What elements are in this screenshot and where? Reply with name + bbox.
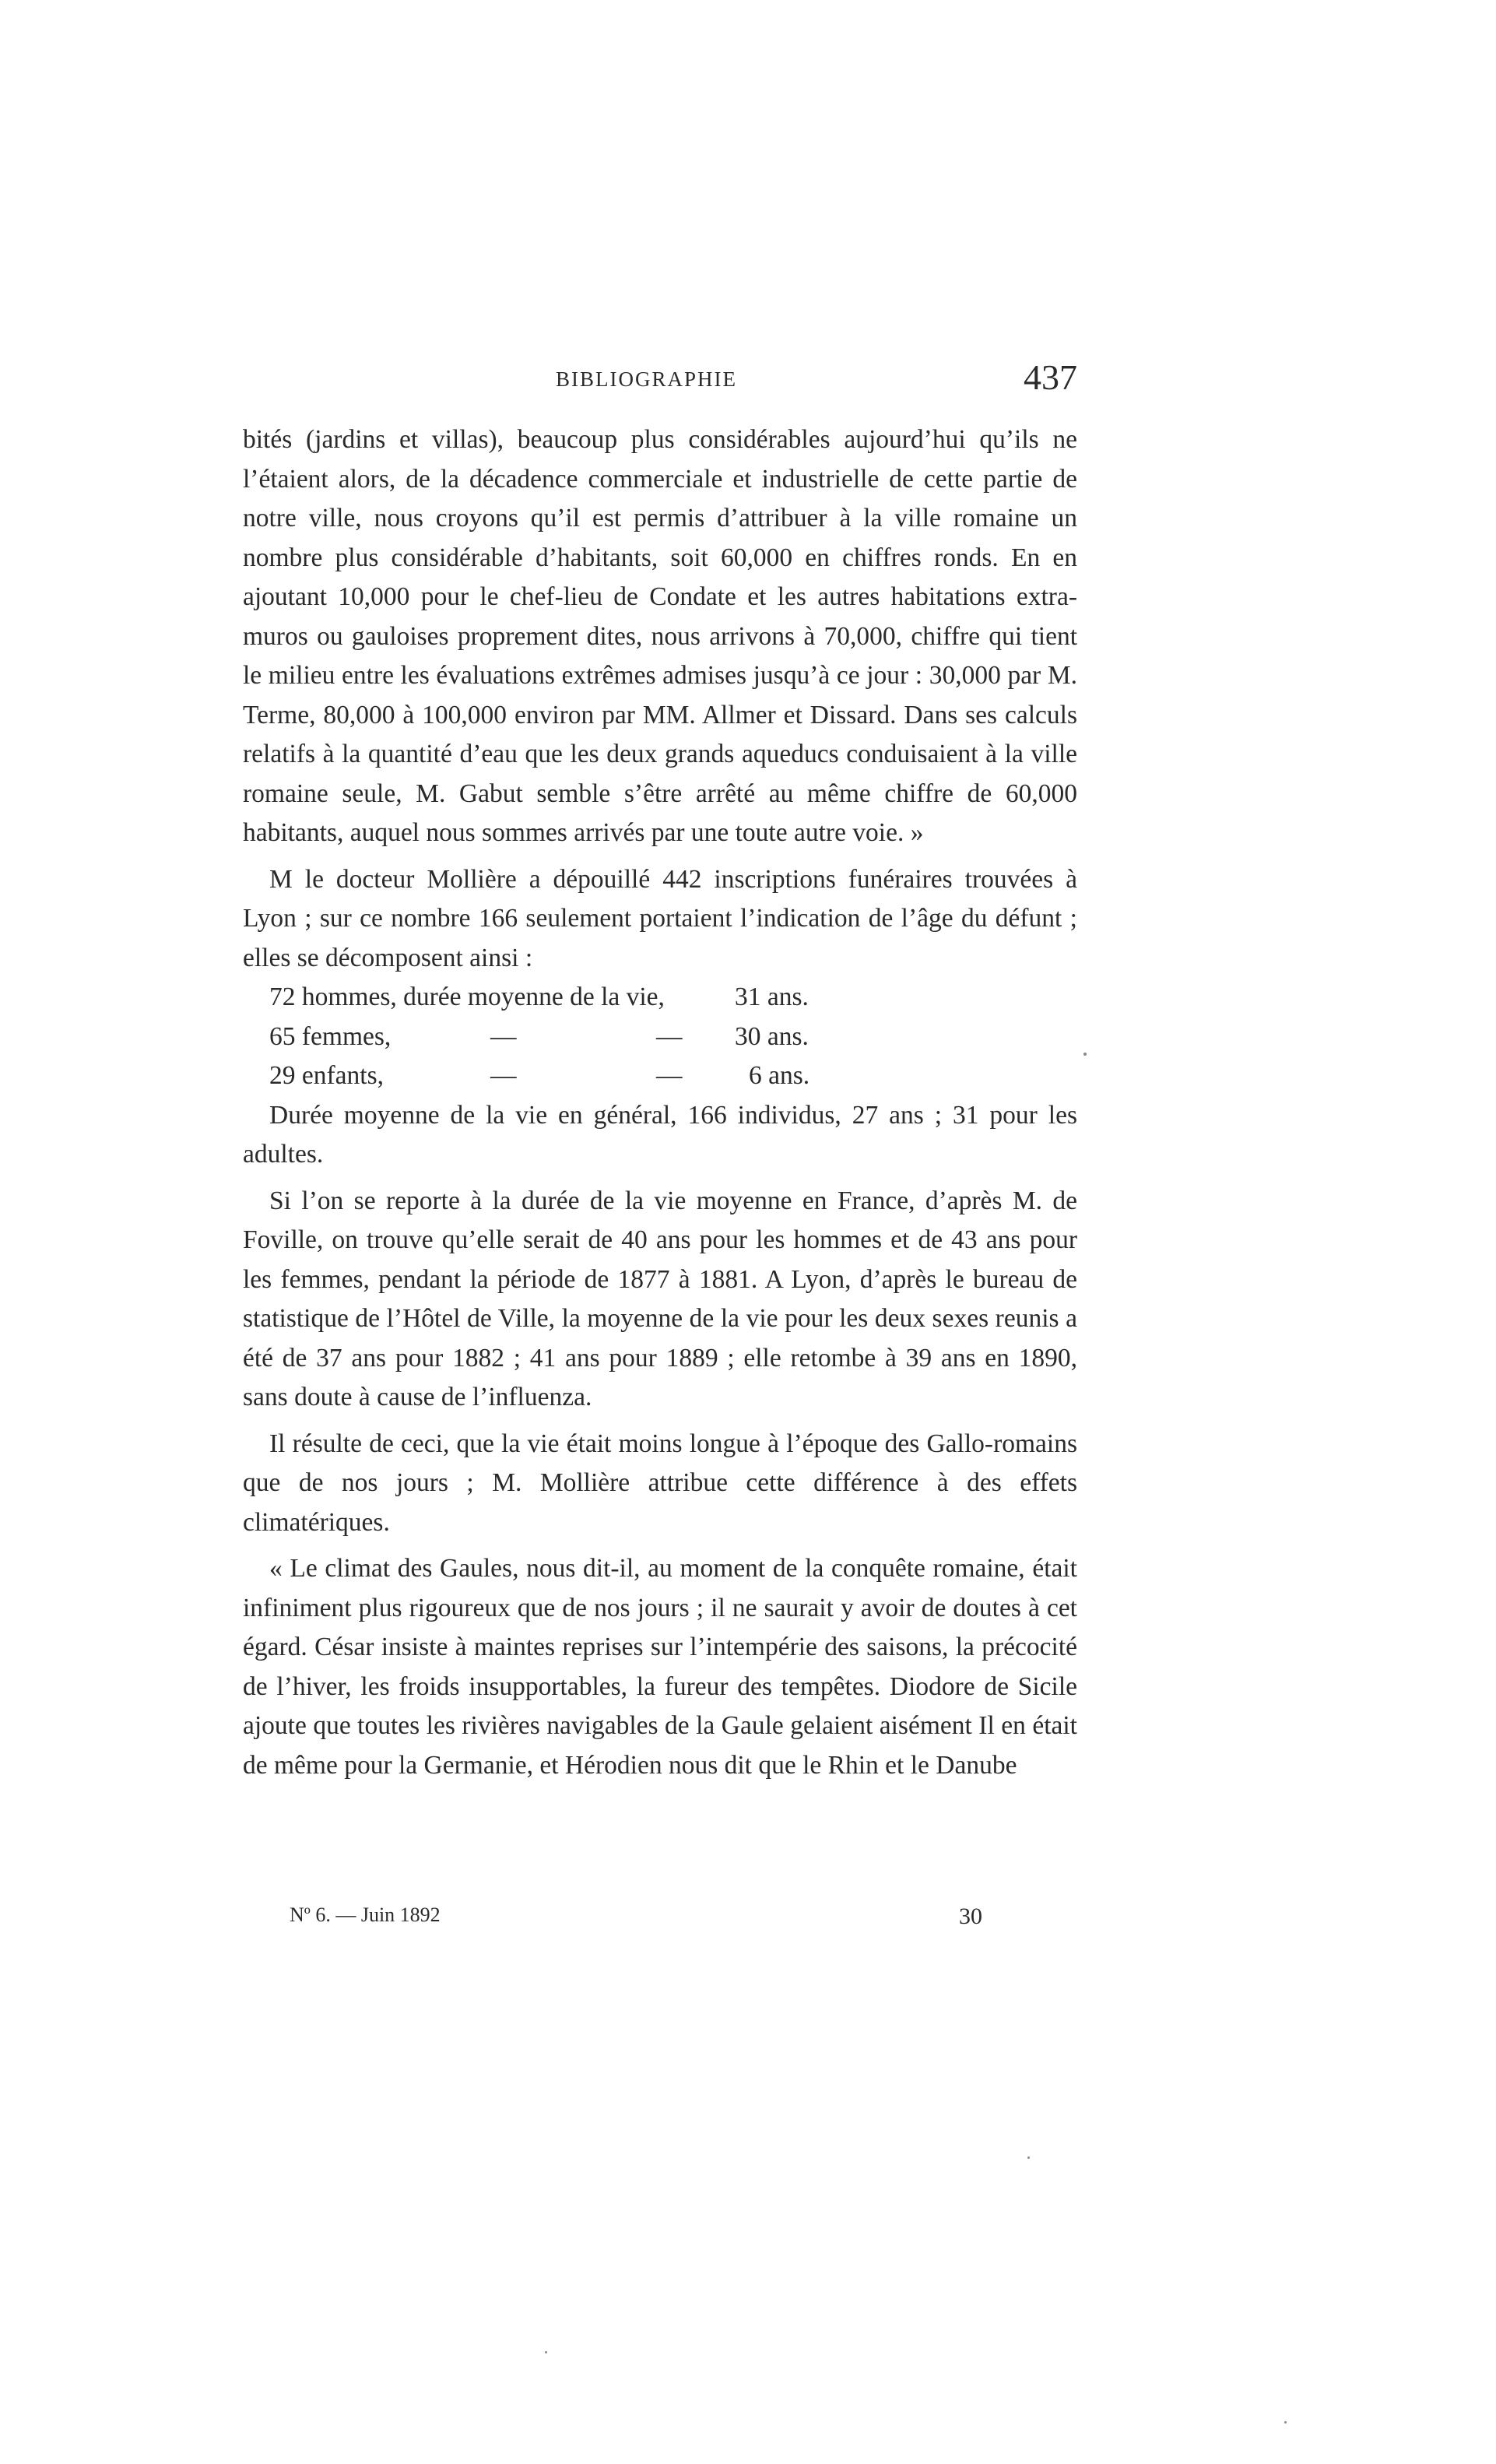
- table-row: [243, 1056, 1077, 1096]
- footer: [243, 1903, 1077, 1950]
- table-row: [243, 1018, 1077, 1057]
- paragraph-france: Si l’on se reporte à la durée de la vie moyenne en France, d’après M. de Foville, on trouve qu’elle serait de 40 ans pour les hommes et de 43 ans pour les femmes, pendant la période de 1877 à 1881. A Lyon, d’après le bureau de statistique de l’Hôtel de Ville, la moyenne de la vie pour les deux sexes reunis a été de 37 ans pour 1882 ; 41 ans pour 1889 ; elle retombe à 39 ans en 1890, sans doute à cause de l’influenza.: [243, 1186, 1077, 1411]
- table-row-ditto: —: [656, 1061, 683, 1090]
- paragraph-inscriptions: M le docteur Mollière a dépouillé 442 inscriptions funéraires trouvées à Lyon ; sur ce nombre 166 seulement portaient l’indication de l’âge du défunt ; elles se décomposent ainsi :: [243, 864, 1077, 972]
- paragraph-climate-quote: « Le climat des Gaules, nous dit-il, au moment de la conquête romaine, était infiniment plus rigoureux que de nos jours ; il ne saurait y avoir de doutes à cet égard. César insiste à maintes reprises sur l’intempérie des saisons, la précocité de l’hiver, les froids insupportables, la fureur des tempêtes. Diodore de Sicile ajoute que toutes les rivières navigables de la Gaule gelaient aisément Il en était de même pour la Germanie, et Hérodien nous dit que le Rhin et le Danube: [243, 1554, 1077, 1780]
- paper-speck: [545, 2351, 547, 2353]
- paper-speck: [1027, 2156, 1030, 2159]
- running-head: [243, 357, 1077, 411]
- table-row-label: 29 enfants,: [269, 1061, 384, 1090]
- table-row-ditto: —: [656, 1021, 683, 1051]
- issue-line: Nº 6. — Juin 1892: [290, 1903, 441, 1926]
- paragraph-conclusion: Il résulte de ceci, que la vie était moins longue à l’époque des Gallo-romains que de nos jours ; M. Mollière attribue cette différence à des effets climatériques.: [243, 1429, 1077, 1537]
- signature-mark: 30: [959, 1903, 982, 1929]
- paper-speck: [1284, 2421, 1287, 2424]
- paragraph-average: Durée moyenne de la vie en général, 166 individus, 27 ans ; 31 pour les adultes.: [243, 1100, 1077, 1169]
- table-row: [243, 978, 1077, 1018]
- age-table: [243, 978, 1077, 1096]
- paragraph-continuation: bités (jardins et villas), beaucoup plus considérables aujourd’hui qu’ils ne l’étaient alors, de la décadence commerciale et industrielle de cette partie de notre ville, nous croyons qu’il est permis d’attribuer à la ville romaine un nombre plus considérable d’habitants, soit 60,000 en chiffres ronds. En en ajoutant 10,000 pour le chef-lieu de Condate et les autres habitations extra-muros ou gauloises proprement dites, nous arrivons à 70,000, chiffre qui tient le milieu entre les évaluations extrêmes admises jusqu’à ce jour : 30,000 par M. Terme, 80,000 à 100,000 environ par MM. Allmer et Dissard. Dans ses calculs relatifs à la quantité d’eau que les deux grands aqueducs conduisaient à la ville romaine seule, M. Gabut semble s’être arrêté au même chiffre de 60,000 habitants, auquel nous sommes arrivés par une toute autre voie. »: [243, 425, 1077, 847]
- table-row-age: 31 ans.: [735, 982, 809, 1011]
- table-row-ditto: —: [490, 1061, 517, 1090]
- table-row-age: 30 ans.: [735, 1021, 809, 1051]
- table-row-ditto: —: [490, 1021, 517, 1051]
- page-number: 437: [1024, 357, 1077, 397]
- table-row-label: 72 hommes, durée moyenne de la vie,: [269, 982, 665, 1011]
- table-row-age: 6 ans.: [749, 1061, 810, 1090]
- table-row-label: 65 femmes,: [269, 1021, 392, 1051]
- paper-speck: [1083, 1053, 1087, 1056]
- running-title: BIBLIOGRAPHIE: [556, 367, 737, 391]
- body-text: [243, 420, 1077, 1785]
